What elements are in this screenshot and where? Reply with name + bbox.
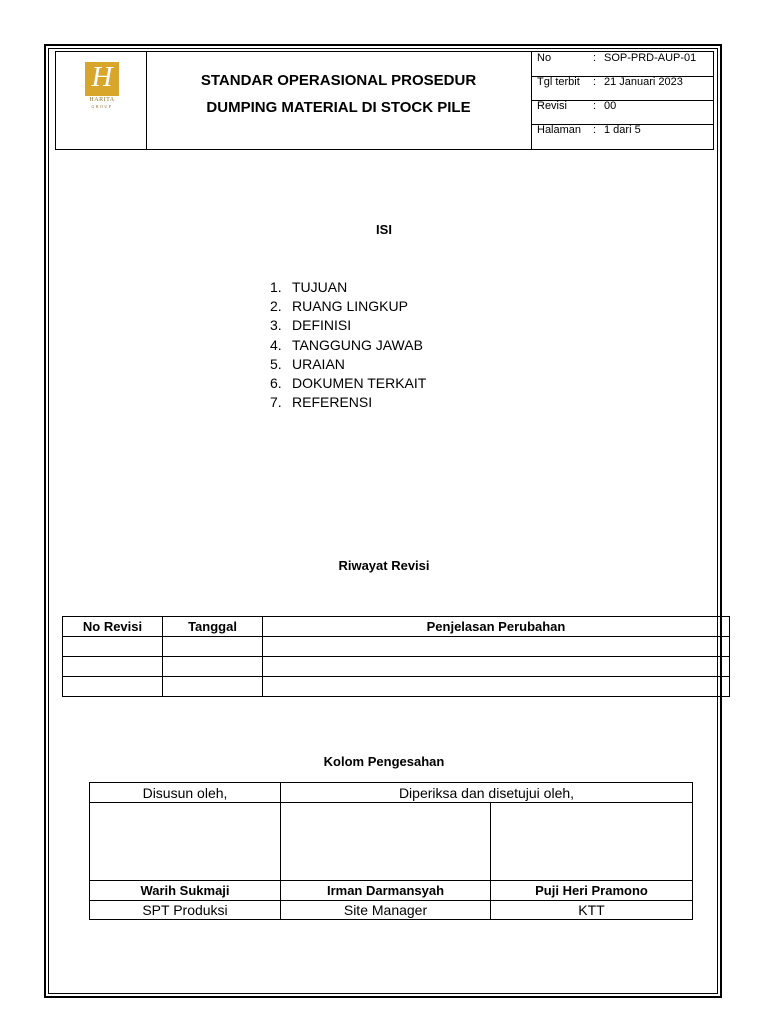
table-cell [163,677,263,697]
list-item [270,374,426,393]
list-item [270,297,426,316]
contents-list [270,278,426,412]
table-cell [163,657,263,677]
signatory-name: Warih Sukmaji [90,881,281,901]
approval-title: Kolom Pengesahan [323,754,445,769]
contents-title: ISI [376,222,392,237]
meta-key: Tgl terbit [537,76,580,88]
item-label: RUANG LINGKUP [292,298,408,315]
signatory-role: SPT Produksi [90,901,281,920]
item-number: 6. [270,374,282,391]
item-label: TUJUAN [292,279,348,295]
meta-sep: : [593,52,597,64]
item-label: DEFINISI [292,317,352,334]
column-header: Tanggal [163,617,263,637]
meta-value: SOP-PRD-AUP-01 [604,52,697,64]
table-cell [63,637,163,657]
logo-subtext: GROUP [91,104,113,109]
meta-row-page [532,124,714,148]
item-number: 1. [270,279,282,295]
document-meta [532,52,714,149]
signature-box [90,803,281,881]
table-cell [263,677,730,697]
document-header [55,51,714,150]
table-cell [163,637,263,657]
meta-sep: : [593,124,597,136]
column-header: No Revisi [63,617,163,637]
signatory-role: KTT [491,901,693,920]
item-number: 7. [270,394,282,411]
signature-box [491,803,693,881]
item-label: DOKUMEN TERKAIT [292,374,427,391]
logo-monogram: H [91,61,113,93]
table-cell [263,657,730,677]
meta-value: 21 Januari 2023 [604,76,683,88]
column-header: Penjelasan Perubahan [263,617,730,637]
prepared-by-label: Disusun oleh, [90,783,281,803]
name-row [90,881,693,901]
item-label: URAIAN [292,355,345,372]
logo-cell [56,52,147,149]
meta-sep: : [593,100,597,112]
reviewed-by-label: Diperiksa dan disetujui oleh, [281,783,693,803]
list-item [270,278,426,297]
item-label: TANGGUNG JAWAB [292,336,423,353]
meta-key: No [537,52,552,64]
table-cell [63,677,163,697]
list-item [270,355,426,374]
signature-row [90,803,693,881]
approval-table [89,782,693,920]
logo-text: HARITA [89,97,115,103]
meta-key: Revisi [537,100,567,112]
meta-row-revision [532,100,714,125]
revision-history-title: Riwayat Revisi [338,558,430,573]
item-label: REFERENSI [292,394,373,411]
title-cell [147,52,532,149]
document-title-line1: STANDAR OPERASIONAL PROSEDUR [200,72,477,89]
item-number: 5. [270,355,282,372]
signatory-name: Puji Heri Pramono [491,881,693,901]
item-number: 4. [270,336,282,353]
meta-row-issued [532,76,714,101]
table-header-row [63,617,730,637]
signatory-role: Site Manager [281,901,491,920]
table-row [63,637,730,657]
document-title-line2: DUMPING MATERIAL DI STOCK PILE [206,99,471,116]
approval-header-row [90,783,693,803]
list-item [270,316,426,335]
signature-box [281,803,491,881]
table-cell [63,657,163,677]
list-item [270,393,426,412]
item-number: 3. [270,317,282,334]
role-row [90,901,693,920]
revision-history-table [62,616,730,697]
item-number: 2. [270,298,282,315]
meta-sep: : [593,76,597,88]
list-item [270,336,426,355]
meta-value: 00 [604,100,617,112]
table-row [63,657,730,677]
meta-row-no [532,52,714,77]
meta-key: Halaman [537,124,582,136]
table-cell [263,637,730,657]
meta-value: 1 dari 5 [604,124,641,136]
table-row [63,677,730,697]
harita-logo [85,62,119,96]
signatory-name: Irman Darmansyah [281,881,491,901]
